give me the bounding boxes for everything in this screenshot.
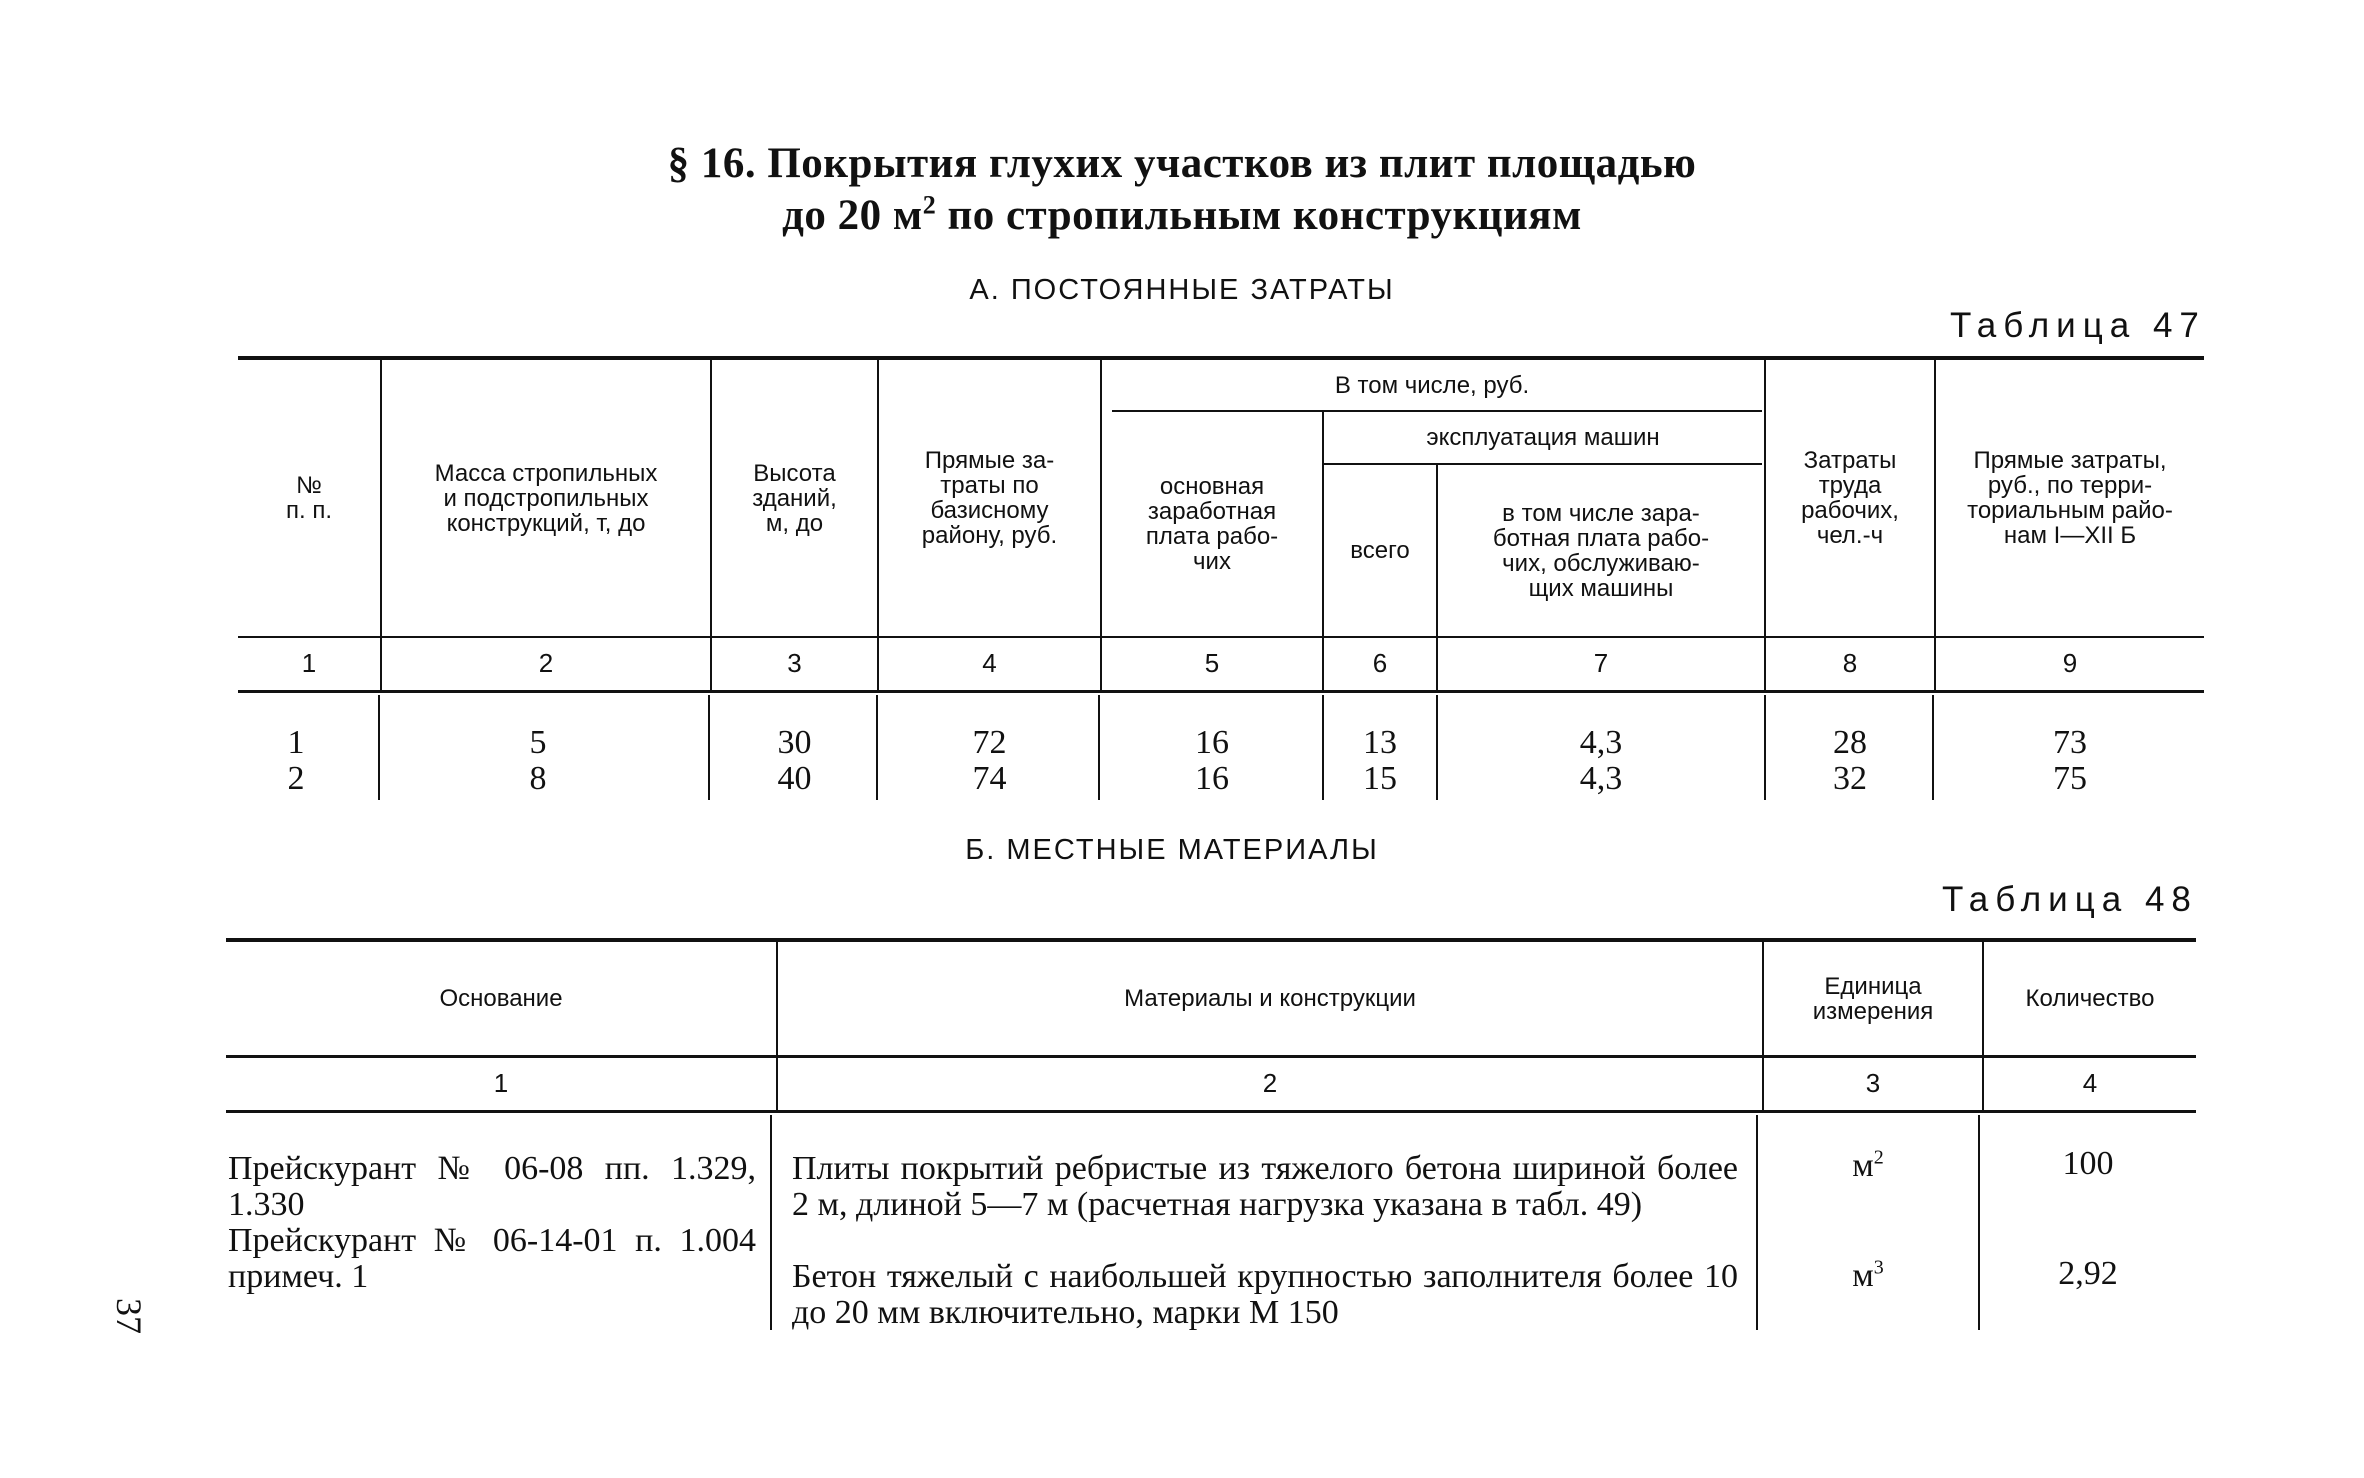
column-number: 5: [1204, 648, 1220, 678]
header-height: Высота зданий, м, до: [752, 459, 837, 537]
table-47-vrule: [708, 695, 710, 800]
table-47-cell: 4,3: [1579, 724, 1623, 761]
table-47-cell: 75: [2053, 760, 2087, 797]
table-47-cell: 5: [529, 724, 547, 761]
table-48-basis: Прейскурант № 06-08 пп. 1.329, 1.330: [228, 1150, 756, 1223]
table-47-cell: 72: [972, 724, 1007, 761]
column-number: 4: [2082, 1068, 2098, 1098]
header-machine-wages: в том числе зара- ботная плата рабо- чих, обслуживаю- щих машины: [1492, 499, 1710, 602]
column-number: 3: [1865, 1068, 1881, 1098]
table-47-cell: 74: [972, 760, 1007, 797]
table-48-material: Плиты покрытий ребристые из тяжелого бетона шириной более 2 м, длиной 5—7 м (расчетная нагрузка указана в табл. 49): [792, 1150, 1738, 1223]
table-48-quantity: 2,92: [2058, 1255, 2118, 1292]
table-47-number-rule: [238, 690, 2204, 693]
table-47-cell: 2: [287, 760, 305, 797]
table-47-cell: 16: [1195, 724, 1229, 761]
header-group-in-total: В том числе, руб.: [1334, 371, 1530, 399]
header-direct-cost-base: Прямые за- траты по базисному району, руб.: [921, 447, 1058, 549]
column-number: 2: [1262, 1068, 1278, 1098]
page-title: [0, 138, 2364, 242]
table-47-vrule: [378, 695, 380, 800]
column-number: 3: [787, 648, 802, 678]
table-47-header-rule: [238, 636, 2204, 638]
table-47-cell: 40: [777, 760, 812, 797]
table-47-cell: 8: [529, 760, 547, 797]
table-47-cell: 73: [2053, 724, 2087, 761]
header-mass: Масса стропильных и подстропильных конструкций, т, до: [434, 459, 658, 537]
header-unit: Единица измерения: [1812, 972, 1934, 1025]
column-number: 2: [538, 648, 554, 678]
section-a-heading: А. ПОСТОЯННЫЕ ЗАТРАТЫ: [969, 274, 1395, 306]
column-number: 6: [1372, 648, 1388, 678]
table-48-quantity: 100: [2062, 1145, 2114, 1182]
header-direct-cost-regions: Прямые затраты, руб., по терри- ториальным райо- нам I—XII Б: [1967, 447, 2173, 549]
table-48-number-rule: [226, 1110, 2196, 1113]
table-48-header-rule: [226, 1055, 2196, 1058]
header-materials: Материалы и конструкции: [1124, 985, 1416, 1012]
title-line-2: до 20 $м^2$ по стропильным конструкциям: [782, 190, 1582, 239]
table-47-cell: 30: [777, 724, 812, 761]
column-number: 4: [982, 648, 997, 678]
header-group-machines: эксплуатация машин: [1426, 424, 1660, 451]
section-b-heading: Б. МЕСТНЫЕ МАТЕРИАЛЫ: [965, 834, 1379, 866]
table-47-cell: 16: [1195, 760, 1229, 797]
title-line-1: § 16. Покрытия глухих участков из плит площадью: [667, 140, 1697, 187]
header-wages: основная заработная плата рабо- чих: [1145, 473, 1279, 575]
column-number: 9: [2062, 648, 2078, 678]
table-47-cell: 13: [1363, 724, 1397, 761]
table-47-cell: 1: [287, 724, 305, 761]
header-labor: Затраты труда рабочих, чел.-ч: [1801, 447, 1899, 549]
header-quantity: Количество: [2025, 985, 2155, 1012]
column-number: 1: [301, 648, 317, 678]
table-48-label: Таблица 48: [1942, 880, 2198, 919]
table-47-label: Таблица 47: [1950, 306, 2206, 345]
header-total: всего: [1350, 537, 1410, 564]
table-48-material: Бетон тяжелый с наибольшей крупностью заполнителя более 10 до 20 мм включительно, марки М 150: [792, 1258, 1738, 1331]
table-47-cell: 15: [1363, 760, 1397, 797]
table-48-basis: Прейскурант № 06-14-01 п. 1.004 примеч. 1: [228, 1222, 756, 1295]
table-48-unit: $м^3$: [1852, 1256, 1884, 1294]
table-48-unit: $м^2$: [1852, 1146, 1884, 1184]
column-number: 8: [1842, 648, 1858, 678]
header-number: № п. п.: [286, 472, 332, 524]
table-47-cell: 32: [1833, 760, 1867, 797]
column-number: 1: [493, 1068, 509, 1098]
table-48-vrule: [770, 1115, 772, 1330]
table-47-cell: 28: [1833, 724, 1867, 761]
column-number: 7: [1593, 648, 1609, 678]
page-number: 37: [109, 1298, 149, 1334]
header-basis: Основание: [439, 985, 563, 1012]
table-47-cell: 4,3: [1579, 760, 1623, 797]
